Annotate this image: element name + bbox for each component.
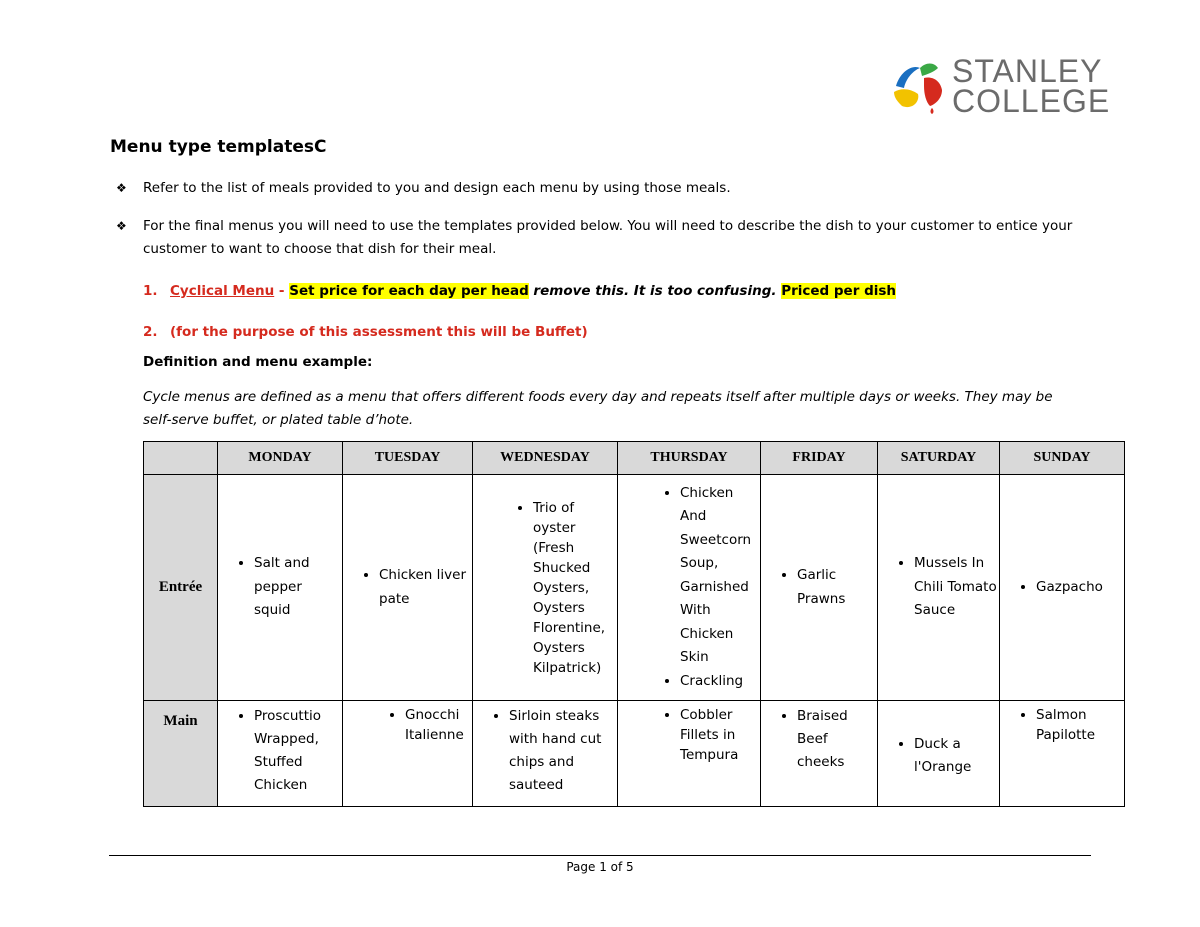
logo-line-stanley: STANLEY <box>952 53 1103 89</box>
header-day: TUESDAY <box>343 442 473 475</box>
diamond-bullet-icon: ❖ <box>116 181 127 195</box>
header-day: SATURDAY <box>878 442 1000 475</box>
page-number: Page 1 of 5 <box>566 860 634 874</box>
page-title: Menu type templatesC <box>110 137 327 157</box>
menu-cell <box>1000 475 1125 701</box>
menu-cell <box>473 475 618 701</box>
row-label-main: Main <box>144 701 218 807</box>
dish-item: • Mussels In Chili Tomato Sauce <box>914 552 999 623</box>
menu-cell <box>878 475 1000 701</box>
table-header-row <box>144 442 1125 475</box>
bullet-text: Refer to the list of meals provided to you and design each menu by using those meals. <box>143 180 731 196</box>
bullet-text: For the final menus you will need to use the templates provided below. You will need to describe the dish to your customer to entice your customer to want to choose that dish for their meal. <box>143 218 1073 257</box>
item-body <box>170 281 896 301</box>
item-number: 2. <box>143 324 158 340</box>
logo-line-college: COLLEGE <box>952 83 1111 119</box>
dish-item: • Crackling <box>680 670 760 694</box>
dish-item: • Duck a l'Orange <box>914 733 999 779</box>
review-comment: remove this. It is too confusing. <box>528 283 782 299</box>
menu-cell <box>218 475 343 701</box>
logo-wordmark <box>952 53 1111 119</box>
highlight-price-per-head: Set price for each day per head <box>289 283 529 299</box>
menu-cell <box>1000 701 1125 807</box>
separator: - <box>274 283 290 299</box>
dish-item: • Braised Beef cheeks <box>797 705 877 774</box>
menu-cell <box>618 701 761 807</box>
dish-item: • Cobbler Fillets in Tempura <box>680 705 760 765</box>
header-day: MONDAY <box>218 442 343 475</box>
cycle-menu-table <box>143 441 1125 807</box>
diamond-bullet-icon: ❖ <box>116 219 127 233</box>
dish-item: • Proscuttio Wrapped, Stuffed Chicken <box>254 705 342 797</box>
menu-cell <box>473 701 618 807</box>
item-body: (for the purpose of this assessment this will be Buffet) <box>170 324 588 340</box>
dish-item: • Chicken And Sweetcorn Soup, Garnished With Chicken Skin <box>680 482 760 670</box>
header-day: SUNDAY <box>1000 442 1125 475</box>
header-day: WEDNESDAY <box>473 442 618 475</box>
highlight-priced-per-dish: Priced per dish <box>781 283 897 299</box>
footer-divider <box>109 855 1091 856</box>
dish-item: • Chicken liver pate <box>379 564 472 611</box>
dish-item: • Sirloin steaks with hand cut chips and sauteed <box>509 705 617 797</box>
menu-cell <box>761 475 878 701</box>
cyclical-menu-label: Cyclical Menu <box>170 283 275 299</box>
table-row <box>144 475 1125 701</box>
row-label-entree: Entrée <box>144 475 218 701</box>
menu-cell <box>618 475 761 701</box>
dish-item: • Trio of oyster (Fresh Shucked Oysters, Oysters Florentine, Oysters Kilpatrick) <box>533 498 607 678</box>
dish-item: • Salt and pepper squid <box>254 552 342 623</box>
menu-cell <box>343 701 473 807</box>
menu-cell <box>878 701 1000 807</box>
australia-map-logo-icon <box>890 58 946 114</box>
dish-item: • Garlic Prawns <box>797 564 877 611</box>
item-number: 1. <box>143 283 158 299</box>
table-row <box>144 701 1125 807</box>
menu-cell <box>343 475 473 701</box>
stanley-college-logo <box>890 53 1111 120</box>
definition-text: Cycle menus are defined as a menu that offers different foods every day and repeats itself after multiple days or weeks. They may be self-serve buffet, or plated table d’hote. <box>143 389 1053 428</box>
dish-item: • Gazpacho <box>1036 576 1124 600</box>
definition-heading: Definition and menu example: <box>143 354 373 370</box>
dish-item: • Salmon Papilotte <box>1036 705 1124 745</box>
menu-cell <box>761 701 878 807</box>
header-corner <box>144 442 218 475</box>
header-day: FRIDAY <box>761 442 878 475</box>
menu-cell <box>218 701 343 807</box>
header-day: THURSDAY <box>618 442 761 475</box>
dish-item: • Gnocchi Italienne <box>405 705 472 745</box>
